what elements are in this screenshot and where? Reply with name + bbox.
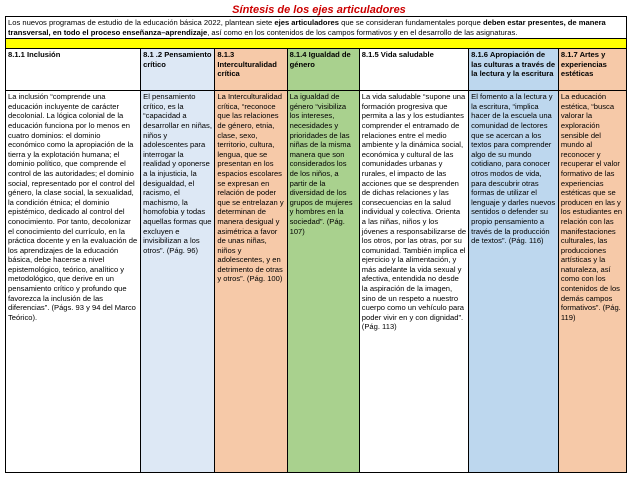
body-vida-saludable: La vida saludable “supone una formación progresiva que permita a las y los estudiantes comprender el entramado de relaciones entre el medio ambiente y la dinámica social, económica y cultural de las comunidades urbanas y rurales, el impacto de las acciones que se desprenden de dichas relaciones y las consecuencias en la salud individual y colectiva. Orienta a las niñas, niños y los jóvenes a responsabilizarse de los otros, por las otras, por su comunidad. También implica el ejercicio y la alimentación, y más adelante la vida sexual y afectiva, entendida no desde la aspiración de la imagen, sino de un respeto a nuestro cuerpo como un vehículo para poder vivir en y con dignidad”. (Pág. 113) [359,91,468,473]
header-igualdad-genero: 8.1.4 Igualdad de género [287,49,359,91]
intro-text-3: , así como en los contenidos de los campos formativos y en el desarrollo de las asignaturas. [207,27,518,37]
header-row [6,49,627,91]
yellow-divider-row [6,39,627,49]
body-pensamiento-critico: El pensamiento crítico, es la “capacidad a desarrollar en niñas, niños y adolescentes para interrogar la realidad y oponerse a la injusticia, la desigualdad, el racismo, el machismo, la homofobia y todas aquellas formas que excluyen e invisibilizan a los otros”. (Pág. 96) [141,91,215,473]
intro-text-2: que se consideran fundamentales porque [338,18,483,27]
header-lectura-escritura: 8.1.6 Apropiación de las culturas a través de la lectura y la escritura [469,49,559,91]
header-pensamiento-critico: 8.1 .2 Pensamiento crítico [141,49,215,91]
ejes-table [5,16,627,473]
yellow-divider [6,39,627,49]
header-inclusion: 8.1.1 Inclusión [6,49,141,91]
intro-paragraph [6,17,627,39]
intro-bold-1: ejes articuladores [274,18,339,27]
intro-row [6,17,627,39]
content-row [6,91,627,473]
header-interculturalidad: 8.1.3 Interculturalidad crítica [215,49,287,91]
intro-text-1: Los nuevos programas de estudio de la educación básica 2022, plantean siete [8,18,275,27]
body-artes: La educación estética, “busca valorar la exploración sensible del mundo al reconocer y recuperar el valor formativo de las experiencias estéticas que se producen en las y los estudiantes en relación con las manifestaciones culturales, las producciones artísticas y la naturaleza, así como con los contenidos de los demás campos formativos”. (Pág. 119) [558,91,626,473]
header-artes: 8.1.7 Artes y experiencias estéticas [558,49,626,91]
body-lectura-escritura: El fomento a la lectura y la escritura, “implica hacer de la escuela una comunidad de lectores que se acercan a los textos para comprender algo de su mundo cotidiano, para conocer otros modos de vida, para descubrir otras formas de utilizar el lenguaje y darles nuevos sentidos o defender su propio pensamiento a través de la producción de textos”. (Pág. 116) [469,91,559,473]
body-inclusion: La inclusión “comprende una educación incluyente de carácter decolonial. La lógica colonial de la educación funciona por lo menos en cuatro dominios: el dominio económico como la apropiación de la tierra y la explotación humana; el dominio político, que comprende el control de las autoridades; el dominio social, representado por el control del género, la clase social, la sexualidad, la condición étnica; el dominio epistémico, dedicado al control del conocimiento. Por tanto, decolonizar el conocimiento del currículo, en la práctica docente y en la evaluación de los aprendizajes de la educación básica, debe hacerse a nivel epistemológico, teórico, analítico y metodológico, que derive en un pensamiento crítico y profundo que favorezca la inclusión de las diferencias”. (Págs. 93 y 94 del Marco Teórico). [6,91,141,473]
page-title: Síntesis de los ejes articuladores [232,4,406,16]
intro-bold-2: deben estar presentes, de manera transversal, en todo el proceso enseñanza–aprendizaje [8,18,606,37]
body-igualdad-genero: La igualdad de género “visibiliza los intereses, necesidades y prioridades de las niñas de la misma manera que son considerados los de los niños, a partir de la diversidad de los grupos de mujeres y hombres en la sociedad”. (Pág. 107) [287,91,359,473]
body-interculturalidad: La Interculturalidad crítica, “reconoce que las relaciones de género, etnia, clase, sexo, territorio, cultura, lengua, que se presentan en los espacios escolares se expresan en relación de poder que se entrelazan y determinan de manera desigual y asimétrica a favor de unas niñas, niños y adolescentes, y en detrimento de otras y otros”. (Pág. 100) [215,91,287,473]
header-vida-saludable: 8.1.5 Vida saludable [359,49,468,91]
